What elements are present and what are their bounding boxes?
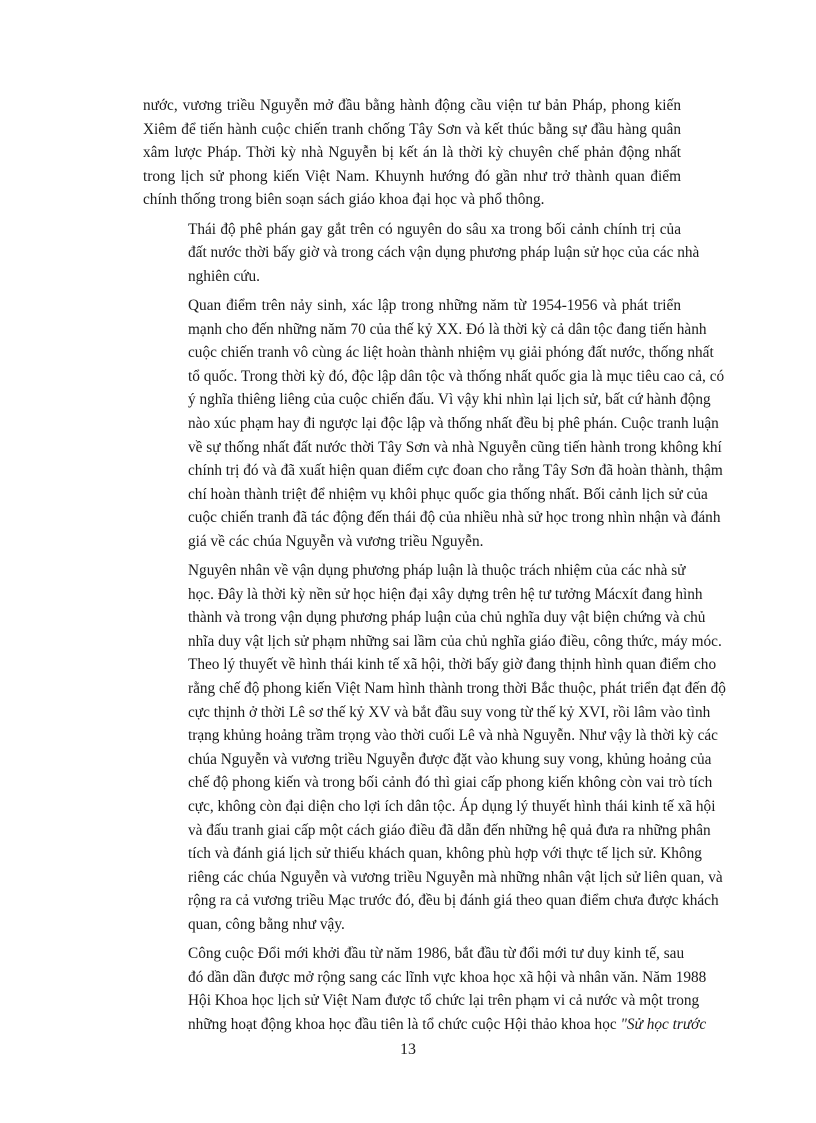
book-title-italic: "Sử học trước (620, 1015, 707, 1033)
text-line: mạnh cho đến những năm 70 của thế kỷ XX. Đó là thời kỳ cả dân tộc đang tiến hành (188, 320, 707, 338)
text-line: về sự thống nhất đất nước thời Tây Sơn và nhà Nguyễn cũng tiến hành trong không khí (188, 438, 722, 456)
paragraph-2 (143, 218, 700, 289)
text-line: tích và đánh giá lịch sử thiếu khách quan, không phù hợp với thực tế lịch sử. Không (188, 845, 702, 863)
page-number: 13 (400, 1041, 416, 1058)
text-line: cuộc chiến tranh vô cùng ác liệt hoàn thành nhiệm vụ giải phóng đất nước, thống nhất (188, 344, 714, 362)
text-line: cuộc chiến tranh đã tác động đến thái độ của nhiều nhà sử học trong nhìn nhận và đánh (188, 509, 721, 527)
text-line: ý nghĩa thiêng liêng của cuộc chiến đấu. Vì vậy khi nhìn lại lịch sử, bất cứ hành động (188, 391, 711, 409)
text-line: chế độ phong kiến và trong bối cảnh đó thì giai cấp phong kiến không còn vai trò tích (188, 774, 713, 792)
paragraph-4 (143, 559, 726, 937)
text-line: chúa Nguyễn và vương triều Nguyễn được đặt vào khung suy vong, khủng hoảng của (188, 750, 712, 768)
text-line: Thái độ phê phán gay gắt trên có nguyên do sâu xa trong bối cảnh chính trị của (188, 220, 681, 238)
text-line: Nguyên nhân về vận dụng phương pháp luận là thuộc trách nhiệm của các nhà sử (188, 562, 686, 580)
text-line: nước, vương triều Nguyễn mở đầu bằng hành động cầu viện tư bản Pháp, phong kiến (143, 97, 681, 114)
text-line: trạng khủng hoảng trầm trọng vào thời cuối Lê và nhà Nguyễn. Như vậy là thời kỳ các (188, 727, 718, 745)
text-line: Theo lý thuyết về hình thái kinh tế xã hội, thời bấy giờ đang thịnh hình quan điểm cho (188, 656, 717, 674)
text-line (143, 1013, 707, 1037)
text-line: Quan điểm trên nảy sinh, xác lập trong những năm từ 1954-1956 và phát triển (188, 296, 681, 314)
text-line: nào xúc phạm hay đi ngược lại độc lập và thống nhất đều bị phê phán. Cuộc tranh luận (188, 414, 719, 432)
text-line: Công cuộc Đổi mới khởi đầu từ năm 1986, bắt đầu từ đổi mới tư duy kinh tế, sau (188, 945, 685, 963)
text-line: nhĩa duy vật lịch sử phạm những sai lầm của chủ nghĩa giáo điều, công thức, máy móc. (188, 632, 722, 650)
text-line: quan, công bằng như vậy. (188, 915, 345, 933)
text-line: cực, không còn đại diện cho lợi ích dân tộc. Áp dụng lý thuyết hình thái kinh tế xã hội (188, 798, 716, 815)
text-line: chính trị đó và đã xuất hiện quan điểm cực đoan cho rằng Tây Sơn đã hoàn thành, thậm (188, 462, 723, 480)
text-line: chí hoàn thành triệt để nhiệm vụ khôi phục quốc gia thống nhất. Bối cảnh lịch sử của (188, 485, 708, 503)
text-line: riêng các chúa Nguyễn và vương triều Nguyễn mà những nhân vật lịch sử liên quan, và (188, 868, 723, 886)
text-line: thành và trong vận dụng phương pháp luận của chủ nghĩa duy vật biện chứng và chủ (188, 609, 706, 627)
text-line: nghiên cứu. (188, 267, 261, 285)
text-line: xâm lược Pháp. Thời kỳ nhà Nguyễn bị kết án là thời kỳ chuyên chế phản động nhất (143, 144, 681, 162)
text-line: trong lịch sử phong kiến Việt Nam. Khuynh hướng đó gần như trở thành quan điểm (143, 167, 681, 185)
text-line: chính thống trong biên soạn sách giáo khoa đại học và phổ thông. (143, 191, 545, 209)
text-line: và đấu tranh giai cấp một cách giáo điều đã dẫn đến những hệ quả đưa ra những phân (188, 821, 711, 839)
text-line: rộng ra cả vương triều Mạc trước đó, đều bị đánh giá theo quan điểm chưa được khách (188, 892, 719, 910)
paragraph-1 (143, 94, 681, 212)
text-line: đó dần dần được mở rộng sang các lĩnh vực khoa học xã hội và nhân văn. Năm 1988 (188, 968, 707, 986)
page-body (143, 94, 726, 1042)
text-line: Hội Khoa học lịch sử Việt Nam được tổ chức lại trên phạm vi cả nước và một trong (188, 992, 700, 1010)
paragraph-3 (143, 294, 725, 554)
text-line: rằng chế độ phong kiến Việt Nam hình thành trong thời Bắc thuộc, phát triển đạt đến độ (188, 680, 726, 698)
text-line: cực thịnh ở thời Lê sơ thế kỷ XV và bắt đầu suy vong từ thế kỷ XVI, rồi lâm vào tình (188, 703, 711, 721)
paragraph-5 (143, 942, 707, 1036)
text-line: Xiêm để tiến hành cuộc chiến tranh chống Tây Sơn và kết thúc bằng sự đầu hàng quân (143, 120, 681, 138)
text-line-prefix: những hoạt động khoa học đầu tiên là tổ chức cuộc Hội thảo khoa học (188, 1015, 621, 1033)
text-line: đất nước thời bấy giờ và trong cách vận dụng phương pháp luận sử học của các nhà (188, 244, 700, 262)
text-line: học. Đây là thời kỳ nền sử học hiện đại xây dựng trên hệ tư tưởng Mácxít đang hình (188, 585, 703, 603)
text-line: tổ quốc. Trong thời kỳ đó, độc lập dân tộc và thống nhất quốc gia là mục tiêu cao cả, có (188, 367, 725, 385)
text-line: giá về các chúa Nguyễn và vương triều Nguyễn. (188, 532, 484, 550)
